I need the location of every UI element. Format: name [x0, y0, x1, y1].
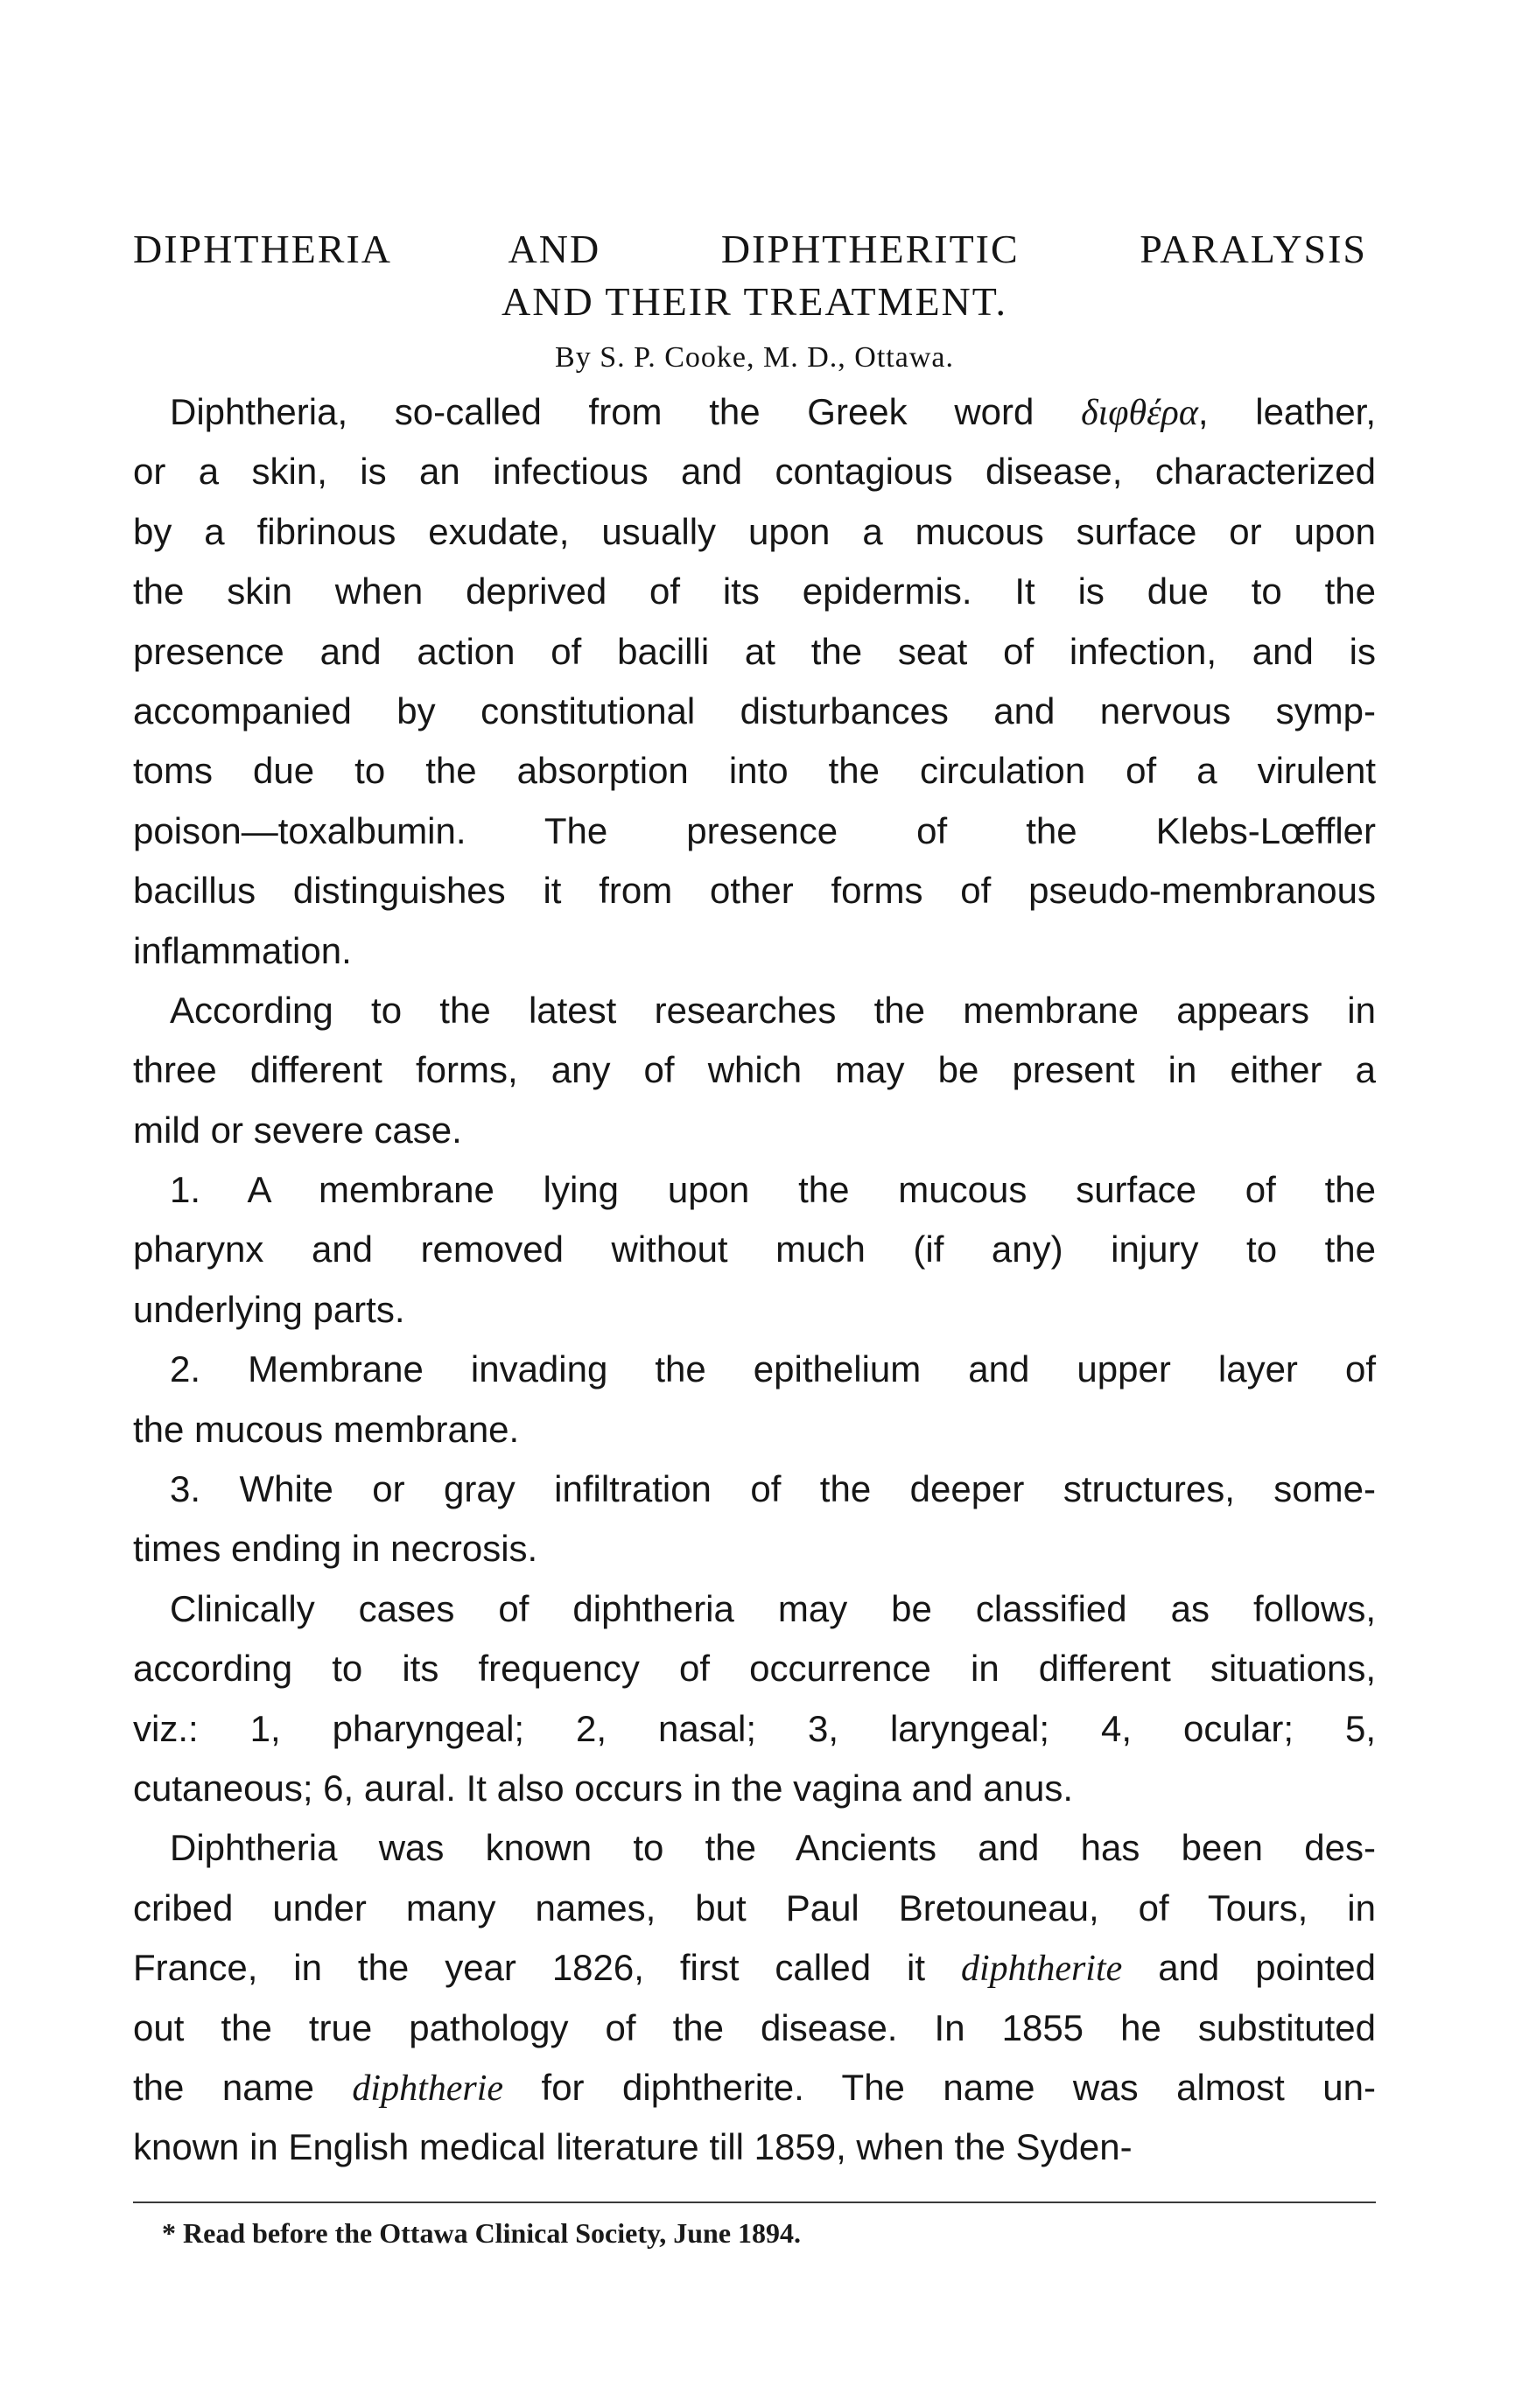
article-page: [133, 223, 1376, 2178]
text-run: for diphtherite. The name was almost un-: [503, 2066, 1376, 2108]
text-line: 1. A membrane lying upon the mucous surface of the: [170, 1169, 1376, 1211]
text-run: , leather,: [1197, 391, 1377, 432]
text-line: According to the latest researches the membrane appears in: [170, 989, 1376, 1031]
italic-term: diphtherie: [352, 2068, 504, 2109]
text-line: three different forms, any of which may be present in either a: [133, 1049, 1376, 1091]
paragraph-form-3: [133, 1460, 1376, 1579]
text-line: Clinically cases of diphtheria may be classified as follows,: [170, 1587, 1376, 1629]
article-body: [133, 382, 1376, 2178]
text-run: and pointed: [1122, 1947, 1376, 1989]
text-line: inflammation.: [133, 929, 352, 971]
paragraph-history: [133, 1818, 1376, 2177]
text-line: toms due to the absorption into the circulation of a virulent: [133, 750, 1376, 792]
paragraph-clinical-classification: [133, 1579, 1376, 1819]
footnote: * Read before the Ottawa Clinical Society, June 1894.: [162, 2217, 802, 2249]
text-line: times ending in necrosis.: [133, 1528, 538, 1570]
text-line: Diphtheria was known to the Ancients and has been des-: [170, 1827, 1376, 1869]
text-line: according to its frequency of occurrence in different situations,: [133, 1648, 1376, 1690]
text-line: [133, 2058, 1376, 2118]
text-line: the mucous membrane.: [133, 1408, 520, 1450]
text-line: the skin when deprived of its epidermis. It is due to the: [133, 570, 1376, 612]
text-line: cutaneous; 6, aural. It also occurs in the vagina and anus.: [133, 1767, 1074, 1809]
paragraph-form-1: [133, 1160, 1376, 1340]
text-line: [133, 382, 1376, 442]
text-line: cribed under many names, but Paul Bretouneau, of Tours, in: [133, 1886, 1376, 1928]
greek-word: διφθέρα: [1081, 393, 1198, 433]
text-line: accompanied by constitutional disturbances and nervous symp-: [133, 690, 1376, 732]
paragraph-form-2: [133, 1340, 1376, 1460]
article-title-line-2: AND THEIR TREATMENT.: [501, 279, 1007, 324]
text-line: mild or severe case.: [133, 1109, 462, 1151]
text-line: 3. White or gray infiltration of the deeper structures, some-: [170, 1468, 1376, 1510]
text-run: Diphtheria, so-called from the Greek word: [170, 391, 1082, 432]
paragraph-membrane-forms: [133, 981, 1376, 1160]
text-line: or a skin, is an infectious and contagious disease, characterized: [133, 451, 1376, 493]
italic-term: diphtherite: [960, 1949, 1123, 1990]
text-run: the name: [133, 2066, 353, 2108]
text-line: bacillus distinguishes it from other forms of pseudo-membranous: [133, 870, 1376, 912]
text-line: presence and action of bacilli at the seat of infection, and is: [133, 630, 1376, 672]
text-line: [133, 1938, 1376, 1998]
paragraph-intro: [133, 382, 1376, 981]
text-line: pharynx and removed without much (if any) injury to the: [133, 1228, 1376, 1270]
footnote-rule: [133, 2202, 1376, 2203]
text-line: by a fibrinous exudate, usually upon a mucous surface or upon: [133, 510, 1376, 552]
text-line: known in English medical literature till 1859, when the Syden-: [133, 2126, 1133, 2168]
author-byline: By S. P. Cooke, M. D., Ottawa.: [555, 341, 954, 374]
text-line: poison—toxalbumin. The presence of the Klebs-Lœffler: [133, 809, 1376, 851]
text-line: viz.: 1, pharyngeal; 2, nasal; 3, laryngeal; 4, ocular; 5,: [133, 1707, 1376, 1749]
article-title-line-1: DIPHTHERIA AND DIPHTHERITIC PARALYSIS: [133, 227, 1367, 271]
text-line: 2. Membrane invading the epithelium and upper layer of: [170, 1348, 1376, 1390]
text-run: France, in the year 1826, first called it: [133, 1947, 961, 1989]
text-line: underlying parts.: [133, 1288, 405, 1330]
text-line: out the true pathology of the disease. In 1855 he substituted: [133, 2006, 1376, 2048]
